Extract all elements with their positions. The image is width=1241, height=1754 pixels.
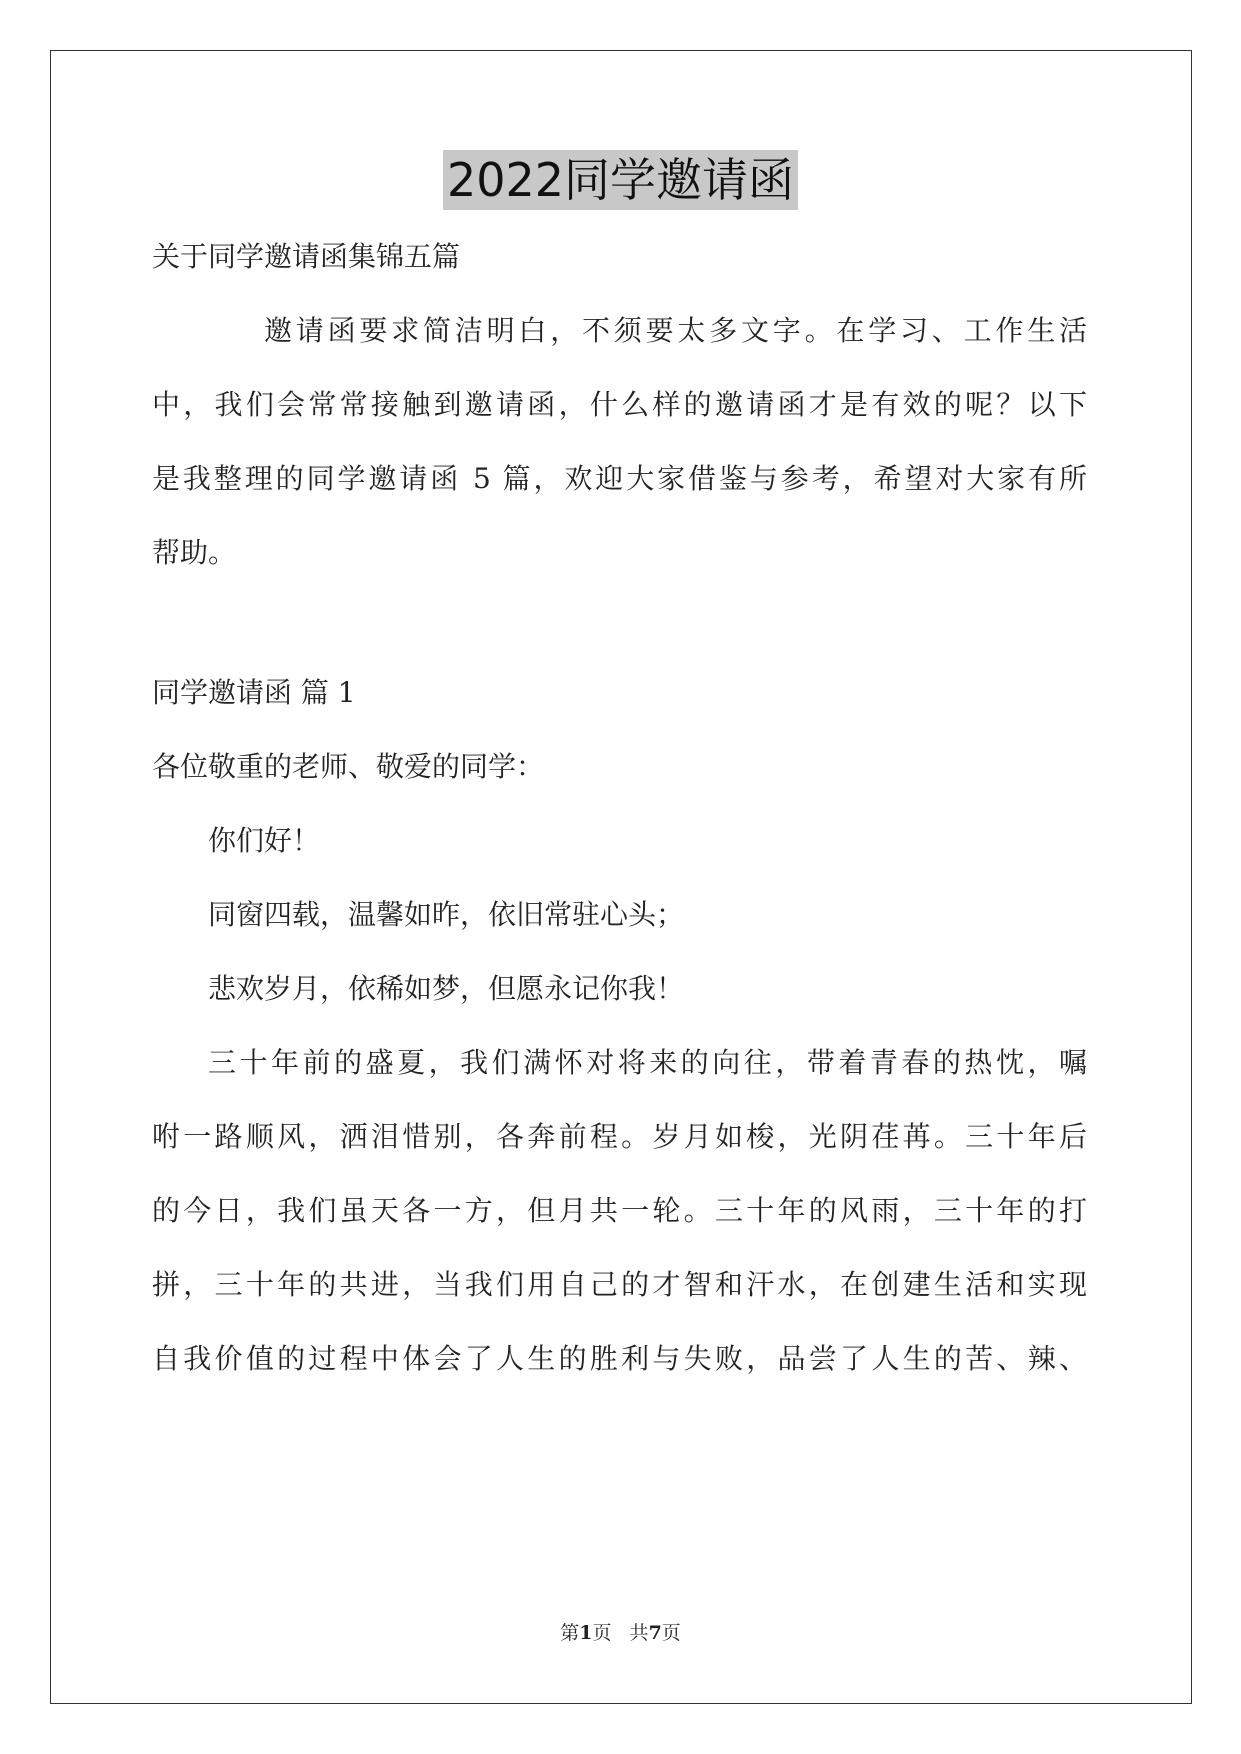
intro-line: 中，我们会常常接触到邀请函，什么样的邀请函才是有效的呢？以下 [152, 388, 1087, 421]
verse-line: 悲欢岁月，依稀如梦，但愿永记你我！ [208, 972, 685, 1005]
body-line: 拼，三十年的共进，当我们用自己的才智和汗水，在创建生活和实现 [152, 1268, 1087, 1301]
body-line: 三十年前的盛夏，我们满怀对将来的向往，带着青春的热忱，嘱 [208, 1046, 1087, 1079]
body-line: 咐一路顺风，洒泪惜别，各奔前程。岁月如梭，光阴荏苒。三十年后 [152, 1120, 1087, 1153]
document-title: 2022同学邀请函 [443, 150, 798, 210]
footer-suffix: 页 [661, 1622, 681, 1644]
footer-prefix: 第 [560, 1622, 580, 1644]
intro-line: 帮助。 [152, 536, 237, 569]
page-border [50, 50, 1192, 1704]
intro-line: 是我整理的同学邀请函 5 篇，欢迎大家借鉴与参考，希望对大家有所 [152, 462, 1087, 495]
salutation: 各位敬重的老师、敬爱的同学： [152, 750, 545, 783]
title-container [0, 150, 1241, 210]
greeting: 你们好！ [208, 824, 321, 857]
subtitle: 关于同学邀请函集锦五篇 [152, 240, 461, 273]
body-line: 自我价值的过程中体会了人生的胜利与失败，品尝了人生的苦、辣、 [152, 1342, 1087, 1375]
section-heading: 同学邀请函 篇 1 [152, 676, 356, 709]
body-line: 的今日，我们虽天各一方，但月共一轮。三十年的风雨，三十年的打 [152, 1194, 1087, 1227]
page-footer [0, 1620, 1241, 1646]
verse-line: 同窗四载，温馨如昨，依旧常驻心头； [208, 898, 685, 931]
footer-middle: 页 共 [592, 1622, 649, 1644]
footer-total-pages: 7 [648, 1622, 662, 1644]
intro-line: 邀请函要求简洁明白，不须要太多文字。在学习、工作生活 [264, 314, 1087, 347]
footer-page-number: 1 [579, 1622, 593, 1644]
